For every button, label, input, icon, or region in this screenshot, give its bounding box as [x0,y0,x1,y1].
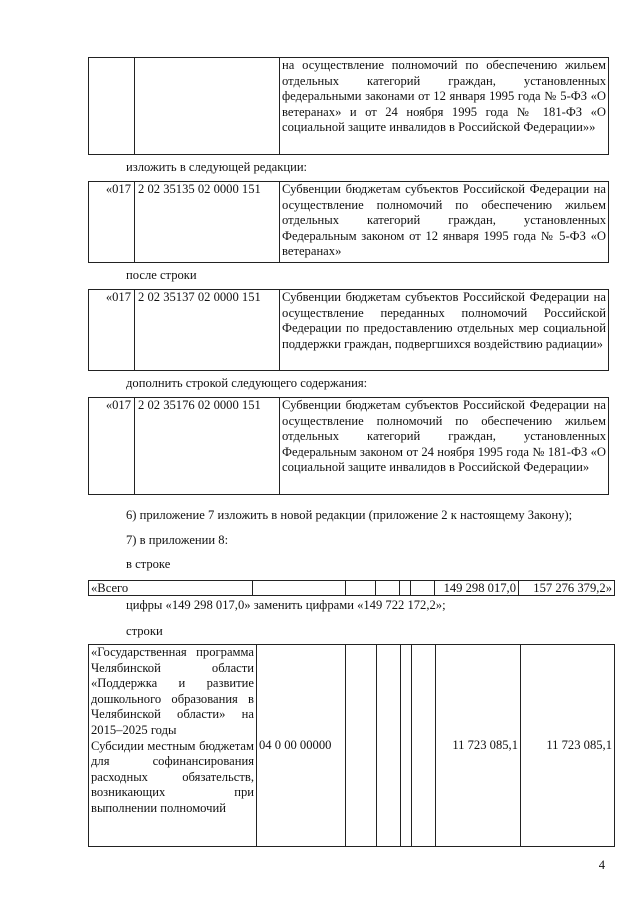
page-number: 4 [598,858,605,872]
table-row [89,290,609,371]
table-row [89,645,615,847]
instruction-text: дополнить строкой следующего содержания: [126,376,368,390]
instruction-text: изложить в следующей редакции: [126,160,308,174]
amount-cell-2: 11 723 085,1 [521,645,615,847]
subsidy-description: Субсидии местным бюджетам для софинансирования расходных обязательств, возникающих при выполнении полномочий [91,738,254,815]
table-total-row [88,580,615,596]
total-value-1: 149 298 017,0 [435,581,519,596]
instruction-text: после строки [126,268,197,282]
table-continuation [88,57,609,155]
code-cell [89,58,135,155]
instruction-text: строки [126,624,163,638]
amount-cell-1: 11 723 085,1 [436,645,521,847]
description-cell: Субвенции бюджетам субъектов Российской Федерации на осуществление полномочий по обеспечению жильем отдельных категорий граждан, установленных Федеральным законом от 24 ноября 1995 года № 181-ФЗ «О социальной защите инвалидов в Российской Федерации» [280,398,609,495]
instruction-text: цифры «149 298 017,0» заменить цифрами «149 722 172,2»; [126,598,446,612]
kbk-cell: 2 02 35137 02 0000 151 [135,290,280,371]
table-row [89,398,609,495]
table-program-rows [88,644,615,847]
kbk-cell: 2 02 35176 02 0000 151 [135,398,280,495]
table-new-row [88,181,609,263]
paragraph-item-7: 7) в приложении 8: [126,533,229,547]
program-title: «Государственная программа Челябинской области «Поддержка и развитие дошкольного образования в Челябинской области» на 2015–2025 годы [91,645,254,737]
kbk-cell [135,58,280,155]
code-cell: «017 [89,182,135,263]
target-code-cell: 04 0 00 00000 [257,645,346,847]
kbk-cell: 2 02 35135 02 0000 151 [135,182,280,263]
paragraph-item-6: 6) приложение 7 изложить в новой редакции (приложение 2 к настоящему Закону); [126,508,573,522]
total-label: «Всего [89,581,253,596]
total-value-2: 157 276 379,2» [519,581,615,596]
table-after-row [88,289,609,371]
table-row [89,58,609,155]
code-cell: «017 [89,398,135,495]
table-row [89,581,615,596]
table-row [89,182,609,263]
description-cell: Субвенции бюджетам субъектов Российской Федерации на осуществление полномочий по обеспечению жильем отдельных категорий граждан, установленных Федеральным законом от 12 января 1995 года № 5-ФЗ «О ветеранах» [280,182,609,263]
program-description-cell [89,645,257,847]
description-cell: на осуществление полномочий по обеспечению жильем отдельных категорий граждан, установленных федеральными законами от 12 января 1995 года № 5-ФЗ «О ветеранах» и от 24 ноября 1995 года № 181-ФЗ «О социальной защите инвалидов в Российской Федерации»» [280,58,609,155]
table-added-row [88,397,609,495]
code-cell: «017 [89,290,135,371]
description-cell: Субвенции бюджетам субъектов Российской Федерации на осуществление переданных полномочий Российской Федерации по предоставлению отдельных мер социальной поддержки граждан, подвергшихся воздействию радиации» [280,290,609,371]
instruction-text: в строке [126,557,171,571]
